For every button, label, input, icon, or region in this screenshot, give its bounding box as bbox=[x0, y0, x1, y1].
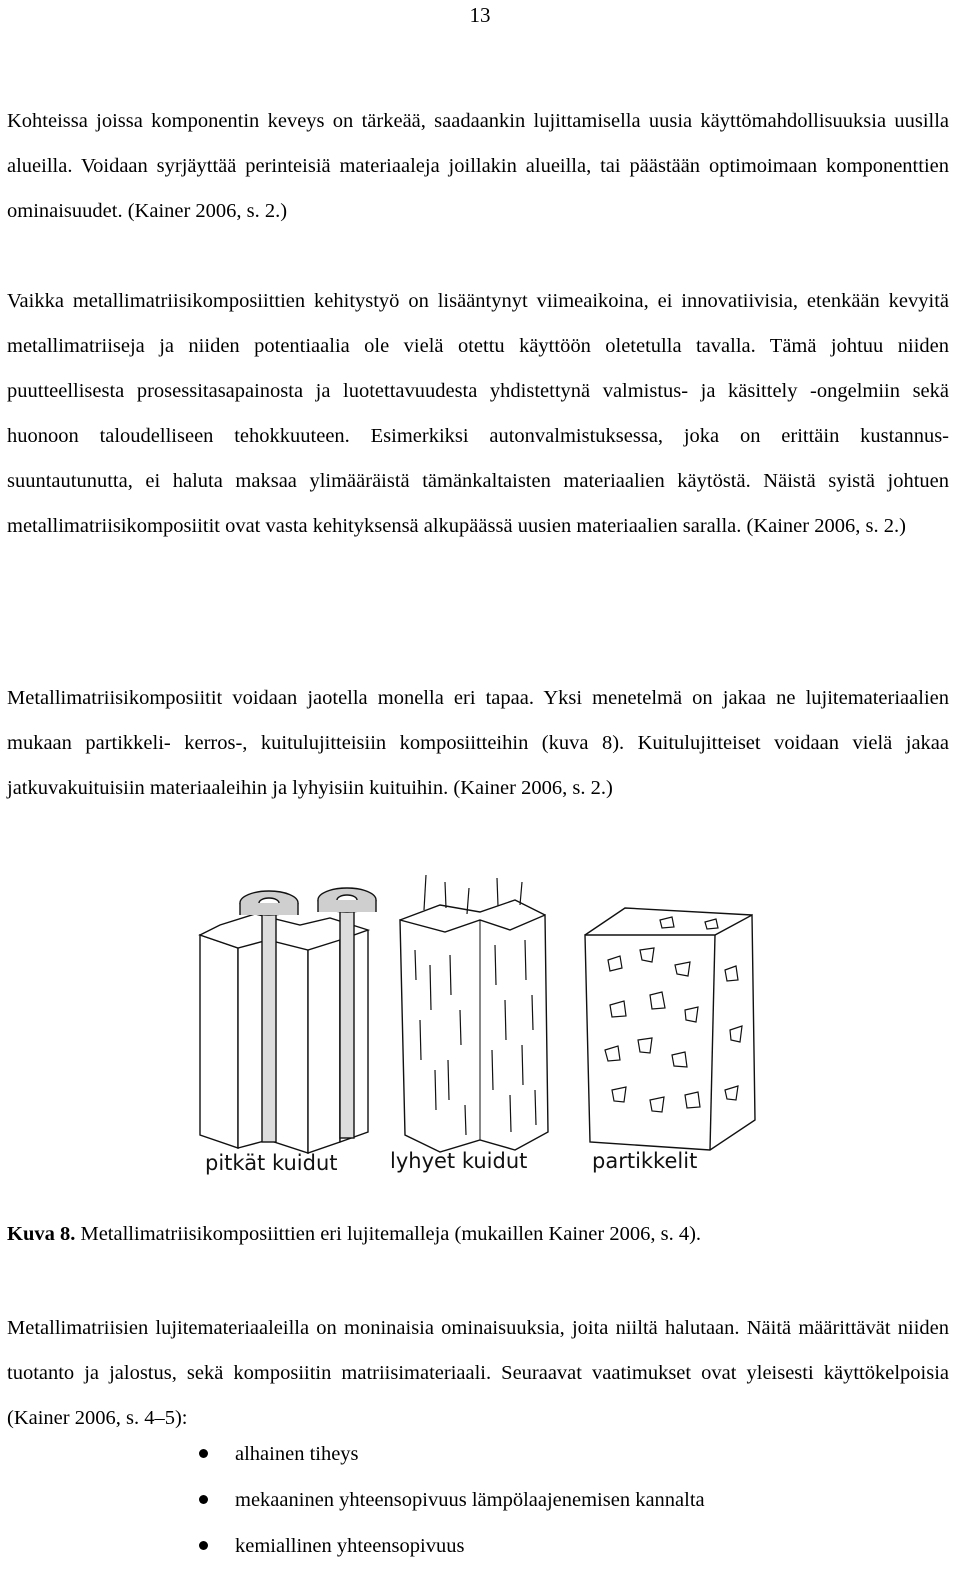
bullet-icon bbox=[199, 1449, 208, 1458]
paragraph-requirements: Metallimatriisien lujitemateriaaleilla on moninaisia ominaisuuksia, joita niiltä halutaan. Näitä määrittävät niiden tuotanto ja jalostus, sekä komposiitin matriisimateriaali. Seuraavat vaatimukset ovat yleisesti käyttökelpoisia (Kainer 2006, s. 4–5): bbox=[7, 1317, 949, 1429]
short-fibers-drawing bbox=[400, 875, 548, 1152]
caption-label: Kuva 8. bbox=[7, 1223, 76, 1245]
reinforcement-types-figure bbox=[180, 870, 780, 1185]
label-long-fibers: pitkät kuidut bbox=[205, 1151, 338, 1175]
caption-text: Metallimatriisikomposiittien eri lujitemalleja (mukaillen Kainer 2006, s. 4). bbox=[75, 1223, 702, 1245]
bullet-icon bbox=[199, 1495, 208, 1504]
bullet-icon bbox=[199, 1541, 208, 1550]
page-number: 13 bbox=[469, 3, 491, 27]
list-item-text: mekaaninen yhteensopivuus lämpölaajenemisen kannalta bbox=[235, 1489, 705, 1511]
paragraph-classification: Metallimatriisikomposiitit voidaan jaotella monella eri tapaa. Yksi menetelmä on jakaa ne lujitemateriaalien mukaan partikkeli- kerros-, kuitulujitteisiin komposiitteihin (kuva 8). Kuitulujitteiset voidaan vielä jakaa jatkuvakuituisiin materiaaleihin ja lyhyisiin kuituihin. (Kainer 2006, s. 2.) bbox=[7, 687, 949, 799]
label-particles: partikkelit bbox=[592, 1149, 698, 1173]
figure-caption bbox=[7, 1219, 949, 1249]
requirements-list bbox=[0, 1439, 960, 1577]
list-item bbox=[0, 1531, 960, 1577]
particles-drawing bbox=[585, 908, 755, 1150]
list-item bbox=[0, 1485, 960, 1531]
reinforcement-illustration bbox=[180, 870, 780, 1185]
label-short-fibers: lyhyet kuidut bbox=[390, 1149, 528, 1173]
paragraph-intro: Kohteissa joissa komponentin keveys on tärkeää, saadaankin lujittamisella uusia käyttömahdollisuuksia uusilla alueilla. Voidaan syrjäyttää perinteisiä materiaaleja joillakin alueilla, tai päästään optimoimaan komponenttien ominaisuudet. (Kainer 2006, s. 2.) bbox=[7, 110, 949, 222]
list-item-text: kemiallinen yhteensopivuus bbox=[235, 1535, 465, 1557]
paragraph-development: Vaikka metallimatriisikomposiittien kehitystyö on lisääntynyt viimeaikoina, ei innovatiivisia, etenkään kevyitä metallimatriiseja ja niiden potentiaalia ole vielä otettu käyttöön oletetulla tavalla. Tämä johtuu niiden puutteellisesta prosessitasapainosta ja luotettavuudesta yhdistettynä valmistus- ja käsittely -ongelmiin sekä huonoon taloudelliseen tehokkuuteen. Esimerkiksi autonvalmistuksessa, joka on erittäin kustannus-suuntautunutta, ei haluta maksaa ylimääräistä tämänkaltaisten materiaalien käytöstä. Näistä syistä johtuen metallimatriisikomposiitit ovat vasta kehityksensä alkupäässä uusien materiaalien saralla. (Kainer 2006, s. 2.) bbox=[7, 290, 949, 537]
list-item bbox=[0, 1439, 960, 1485]
long-fibers-drawing bbox=[200, 888, 376, 1153]
list-item-text: alhainen tiheys bbox=[235, 1443, 359, 1465]
